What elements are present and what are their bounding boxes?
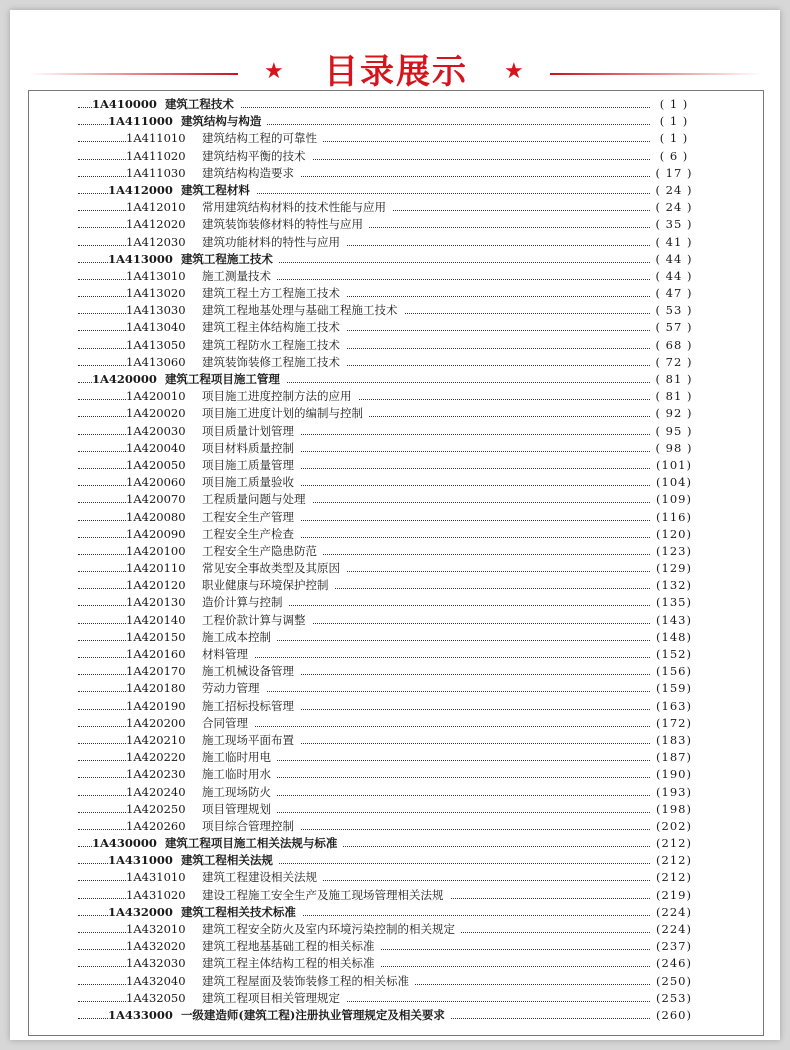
toc-entry[interactable] xyxy=(78,285,698,302)
toc-entry-page: (212) xyxy=(650,869,698,886)
toc-entry-code: 1A411000 xyxy=(108,113,181,130)
toc-entry[interactable] xyxy=(78,938,698,955)
toc-entry-title: 建筑功能材料的特性与应用 xyxy=(202,234,346,251)
toc-entry[interactable] xyxy=(78,560,698,577)
toc-entry-title: 建筑工程相关技术标准 xyxy=(181,904,302,921)
toc-entry-page: (212) xyxy=(650,852,698,869)
toc-entry-code: 1A420240 xyxy=(126,784,202,801)
toc-entry[interactable] xyxy=(78,113,698,130)
toc-entry-page: ( 44 ) xyxy=(650,268,698,285)
toc-entry-title: 建筑工程防水工程施工技术 xyxy=(202,337,346,354)
toc-entry-title: 合同管理 xyxy=(202,715,254,732)
toc-entry-page: ( 24 ) xyxy=(650,199,698,216)
toc-entry-title: 建筑工程建设相关法规 xyxy=(202,869,323,886)
toc-entry[interactable] xyxy=(78,973,698,990)
toc-entry-title: 建筑工程主体结构施工技术 xyxy=(202,319,346,336)
star-icon: ★ xyxy=(504,59,524,84)
toc-entry-title: 建筑工程施工技术 xyxy=(181,251,279,268)
toc-entry-page: (104) xyxy=(650,474,698,491)
toc-entry-page: (250) xyxy=(650,973,698,990)
toc-entry-title: 施工测量技术 xyxy=(202,268,277,285)
toc-entry[interactable] xyxy=(78,869,698,886)
toc-entry-page: (187) xyxy=(650,749,698,766)
toc-entry-code: 1A420010 xyxy=(126,388,202,405)
toc-entry-code: 1A412010 xyxy=(126,199,202,216)
toc-entry-title: 施工现场防火 xyxy=(202,784,277,801)
toc-entry-title: 项目管理规划 xyxy=(202,801,277,818)
toc-entry-code: 1A420070 xyxy=(126,491,202,508)
toc-entry-title: 建筑工程相关法规 xyxy=(181,852,279,869)
toc-entry-page: (152) xyxy=(650,646,698,663)
toc-entry-page: ( 47 ) xyxy=(650,285,698,302)
page-title: 目录展示 xyxy=(324,52,468,92)
toc-entry-code: 1A420150 xyxy=(126,629,202,646)
toc-entry[interactable] xyxy=(78,130,698,147)
toc-entry-title: 项目施工进度控制方法的应用 xyxy=(202,388,358,405)
toc-entry-page: ( 53 ) xyxy=(650,302,698,319)
toc-entry-code: 1A432040 xyxy=(126,973,202,990)
toc-entry[interactable] xyxy=(78,835,698,852)
toc-entry-code: 1A420220 xyxy=(126,749,202,766)
toc-entry-page: ( 95 ) xyxy=(650,423,698,440)
toc-entry-code: 1A413060 xyxy=(126,354,202,371)
header-rule-left xyxy=(28,73,238,75)
toc-entry-code: 1A413000 xyxy=(108,251,181,268)
toc-entry-code: 1A413040 xyxy=(126,319,202,336)
toc-entry-code: 1A420120 xyxy=(126,577,202,594)
toc-entry[interactable] xyxy=(78,251,698,268)
toc-entry[interactable] xyxy=(78,887,698,904)
toc-entry-title: 建筑工程土方工程施工技术 xyxy=(202,285,346,302)
toc-entry-page: (129) xyxy=(650,560,698,577)
toc-entry[interactable] xyxy=(78,199,698,216)
toc-entry-code: 1A420140 xyxy=(126,612,202,629)
toc-entry-page: ( 1 ) xyxy=(650,130,698,147)
header-rule-right xyxy=(550,73,762,75)
toc-entry-page: (172) xyxy=(650,715,698,732)
toc-entry-page: ( 44 ) xyxy=(650,251,698,268)
toc-entry-page: (156) xyxy=(650,663,698,680)
toc-entry-page: ( 72 ) xyxy=(650,354,698,371)
toc-entry-page: ( 24 ) xyxy=(650,182,698,199)
toc-entry-code: 1A411010 xyxy=(126,130,202,147)
toc-entry-page: (193) xyxy=(650,784,698,801)
toc-entry-title: 建筑结构与构造 xyxy=(181,113,268,130)
toc-entry-code: 1A432000 xyxy=(108,904,181,921)
toc-entry[interactable] xyxy=(78,388,698,405)
toc-entry-title: 造价计算与控制 xyxy=(202,594,289,611)
toc-entry-page: (260) xyxy=(650,1007,698,1024)
toc-entry[interactable] xyxy=(78,818,698,835)
toc-entry-title: 工程质量问题与处理 xyxy=(202,491,312,508)
toc-entry-title: 建筑工程地基处理与基础工程施工技术 xyxy=(202,302,404,319)
toc-entry-page: (143) xyxy=(650,612,698,629)
toc-entry-page: (237) xyxy=(650,938,698,955)
toc-entry-title: 建筑工程安全防火及室内环境污染控制的相关规定 xyxy=(202,921,461,938)
toc-entry-code: 1A420170 xyxy=(126,663,202,680)
toc-entry-title: 施工临时用水 xyxy=(202,766,277,783)
toc-entry-code: 1A412030 xyxy=(126,234,202,251)
toc-entry[interactable] xyxy=(78,921,698,938)
toc-entry-title: 建筑工程项目施工相关法规与标准 xyxy=(165,835,344,852)
toc-entry-page: (224) xyxy=(650,921,698,938)
toc-entry[interactable] xyxy=(78,904,698,921)
toc-entry-code: 1A420090 xyxy=(126,526,202,543)
toc-entry-code: 1A432010 xyxy=(126,921,202,938)
toc-entry[interactable] xyxy=(78,680,698,697)
toc-entry-title: 工程价款计算与调整 xyxy=(202,612,312,629)
toc-entry-code: 1A413030 xyxy=(126,302,202,319)
toc-entry-code: 1A420250 xyxy=(126,801,202,818)
toc-entry[interactable] xyxy=(78,440,698,457)
toc-entry-code: 1A411020 xyxy=(126,148,202,165)
toc-entry-page: (246) xyxy=(650,955,698,972)
toc-entry-title: 建筑工程屋面及装饰装修工程的相关标准 xyxy=(202,973,415,990)
toc-entry-page: (101) xyxy=(650,457,698,474)
toc-entry-page: (132) xyxy=(650,577,698,594)
toc-entry-title: 建筑工程地基基础工程的相关标准 xyxy=(202,938,381,955)
toc-entry[interactable] xyxy=(78,302,698,319)
toc-entry[interactable] xyxy=(78,646,698,663)
toc-entry-page: (148) xyxy=(650,629,698,646)
toc-entry-page: (159) xyxy=(650,680,698,697)
toc-entry-code: 1A420100 xyxy=(126,543,202,560)
toc-entry-page: ( 68 ) xyxy=(650,337,698,354)
toc-entry-title: 施工机械设备管理 xyxy=(202,663,300,680)
toc-entry-code: 1A413020 xyxy=(126,285,202,302)
toc-entry-code: 1A431020 xyxy=(126,887,202,904)
toc-entry-page: (123) xyxy=(650,543,698,560)
toc-entry-code: 1A432030 xyxy=(126,955,202,972)
toc-entry-code: 1A420040 xyxy=(126,440,202,457)
star-icon: ★ xyxy=(264,59,284,84)
toc-entry-page: (219) xyxy=(650,887,698,904)
toc-entry-title: 劳动力管理 xyxy=(202,680,266,697)
toc-entry-title: 项目施工进度计划的编制与控制 xyxy=(202,405,369,422)
toc-entry-code: 1A420060 xyxy=(126,474,202,491)
toc-entry-title: 材料管理 xyxy=(202,646,254,663)
toc-entry-code: 1A413010 xyxy=(126,268,202,285)
toc-entry-title: 职业健康与环境保护控制 xyxy=(202,577,335,594)
toc-entry-title: 建筑装饰装修工程施工技术 xyxy=(202,354,346,371)
toc-entry-title: 建筑装饰装修材料的特性与应用 xyxy=(202,216,369,233)
toc-entry[interactable] xyxy=(78,955,698,972)
toc-entry-title: 建筑结构构造要求 xyxy=(202,165,300,182)
toc-entry-page: ( 1 ) xyxy=(650,96,698,113)
toc-entry-page: ( 1 ) xyxy=(650,113,698,130)
toc-entry-page: (190) xyxy=(650,766,698,783)
toc-entry[interactable] xyxy=(78,543,698,560)
toc-entry-code: 1A420050 xyxy=(126,457,202,474)
toc-entry[interactable] xyxy=(78,612,698,629)
toc-entry[interactable] xyxy=(78,526,698,543)
toc-entry-code: 1A412020 xyxy=(126,216,202,233)
toc-entry-page: (202) xyxy=(650,818,698,835)
toc-entry-title: 项目施工质量管理 xyxy=(202,457,300,474)
toc-entry[interactable] xyxy=(78,148,698,165)
toc-entry-code: 1A411030 xyxy=(126,165,202,182)
toc-entry-code: 1A420200 xyxy=(126,715,202,732)
toc-entry-title: 施工现场平面布置 xyxy=(202,732,300,749)
toc-entry[interactable] xyxy=(78,268,698,285)
toc-entry-page: (253) xyxy=(650,990,698,1007)
toc-entry-title: 工程安全生产检查 xyxy=(202,526,300,543)
toc-entry-code: 1A420260 xyxy=(126,818,202,835)
toc-entry-code: 1A420190 xyxy=(126,698,202,715)
toc-entry-code: 1A432050 xyxy=(126,990,202,1007)
toc-entry-code: 1A410000 xyxy=(92,96,165,113)
toc-entry[interactable] xyxy=(78,337,698,354)
toc-entry-title: 常用建筑结构材料的技术性能与应用 xyxy=(202,199,392,216)
toc-entry-title: 建设工程施工安全生产及施工现场管理相关法规 xyxy=(202,887,450,904)
toc-entry-page: (212) xyxy=(650,835,698,852)
toc-entry-code: 1A420160 xyxy=(126,646,202,663)
toc-entry[interactable] xyxy=(78,182,698,199)
toc-entry-code: 1A420130 xyxy=(126,594,202,611)
toc-entry[interactable] xyxy=(78,749,698,766)
toc-entry[interactable] xyxy=(78,766,698,783)
toc-entry[interactable] xyxy=(78,234,698,251)
toc-entry-code: 1A420030 xyxy=(126,423,202,440)
toc-entry[interactable] xyxy=(78,491,698,508)
toc-entry-title: 项目综合管理控制 xyxy=(202,818,300,835)
toc-entry-code: 1A432020 xyxy=(126,938,202,955)
toc-entry-page: (183) xyxy=(650,732,698,749)
toc-entry[interactable] xyxy=(78,577,698,594)
toc-entry-code: 1A420180 xyxy=(126,680,202,697)
toc-entry-code: 1A420110 xyxy=(126,560,202,577)
toc-entry-title: 一级建造师(建筑工程)注册执业管理规定及相关要求 xyxy=(181,1007,451,1024)
toc-entry-code: 1A420080 xyxy=(126,509,202,526)
toc-entry-page: ( 17 ) xyxy=(650,165,698,182)
toc-entry-code: 1A431010 xyxy=(126,869,202,886)
toc-entry-code: 1A420020 xyxy=(126,405,202,422)
toc-entry-page: ( 6 ) xyxy=(650,148,698,165)
toc-entry[interactable] xyxy=(78,698,698,715)
toc-entry-page: ( 57 ) xyxy=(650,319,698,336)
toc-entry-page: ( 81 ) xyxy=(650,371,698,388)
toc-entry-code: 1A420230 xyxy=(126,766,202,783)
toc-entry[interactable] xyxy=(78,216,698,233)
toc-entry[interactable] xyxy=(78,371,698,388)
toc-entry-title: 建筑工程项目施工管理 xyxy=(165,371,286,388)
toc-entry-title: 建筑结构工程的可靠性 xyxy=(202,130,323,147)
toc-entry-title: 项目施工质量验收 xyxy=(202,474,300,491)
toc-entry-code: 1A420210 xyxy=(126,732,202,749)
toc-entry[interactable] xyxy=(78,474,698,491)
toc-entry-code: 1A413050 xyxy=(126,337,202,354)
toc-entry-title: 施工临时用电 xyxy=(202,749,277,766)
toc-entry-code: 1A433000 xyxy=(108,1007,181,1024)
toc-entry-code: 1A430000 xyxy=(92,835,165,852)
toc-entry[interactable] xyxy=(78,663,698,680)
table-of-contents xyxy=(78,96,698,1024)
toc-entry[interactable] xyxy=(78,852,698,869)
toc-entry-code: 1A420000 xyxy=(92,371,165,388)
toc-entry-page: ( 98 ) xyxy=(650,440,698,457)
toc-entry-title: 建筑结构平衡的技术 xyxy=(202,148,312,165)
toc-entry-title: 工程安全生产管理 xyxy=(202,509,300,526)
toc-entry-page: (198) xyxy=(650,801,698,818)
toc-entry[interactable] xyxy=(78,801,698,818)
toc-entry[interactable] xyxy=(78,629,698,646)
toc-entry-page: (163) xyxy=(650,698,698,715)
toc-entry-page: ( 81 ) xyxy=(650,388,698,405)
toc-entry-page: (224) xyxy=(650,904,698,921)
toc-entry[interactable] xyxy=(78,784,698,801)
toc-entry-title: 工程安全生产隐患防范 xyxy=(202,543,323,560)
toc-entry[interactable] xyxy=(78,1007,698,1024)
toc-entry[interactable] xyxy=(78,732,698,749)
toc-entry[interactable] xyxy=(78,594,698,611)
toc-entry-title: 建筑工程主体结构工程的相关标准 xyxy=(202,955,381,972)
toc-entry[interactable] xyxy=(78,990,698,1007)
toc-entry-page: ( 35 ) xyxy=(650,216,698,233)
toc-entry-page: ( 41 ) xyxy=(650,234,698,251)
toc-entry-page: ( 92 ) xyxy=(650,405,698,422)
toc-entry-page: (109) xyxy=(650,491,698,508)
toc-entry-title: 项目材料质量控制 xyxy=(202,440,300,457)
toc-entry-title: 建筑工程技术 xyxy=(165,96,240,113)
toc-entry-page: (120) xyxy=(650,526,698,543)
toc-entry-title: 项目质量计划管理 xyxy=(202,423,300,440)
toc-entry[interactable] xyxy=(78,457,698,474)
toc-entry[interactable] xyxy=(78,319,698,336)
toc-entry-page: (116) xyxy=(650,509,698,526)
toc-entry[interactable] xyxy=(78,509,698,526)
toc-entry-title: 施工招标投标管理 xyxy=(202,698,300,715)
toc-entry[interactable] xyxy=(78,423,698,440)
toc-entry[interactable] xyxy=(78,96,698,113)
toc-entry-code: 1A412000 xyxy=(108,182,181,199)
toc-entry-title: 建筑工程材料 xyxy=(181,182,256,199)
toc-entry[interactable] xyxy=(78,405,698,422)
toc-entry-title: 建筑工程项目相关管理规定 xyxy=(202,990,346,1007)
toc-entry[interactable] xyxy=(78,715,698,732)
toc-entry-page: (135) xyxy=(650,594,698,611)
toc-entry-title: 常见安全事故类型及其原因 xyxy=(202,560,346,577)
toc-entry-code: 1A431000 xyxy=(108,852,181,869)
toc-entry-title: 施工成本控制 xyxy=(202,629,277,646)
toc-entry[interactable] xyxy=(78,165,698,182)
toc-entry[interactable] xyxy=(78,354,698,371)
